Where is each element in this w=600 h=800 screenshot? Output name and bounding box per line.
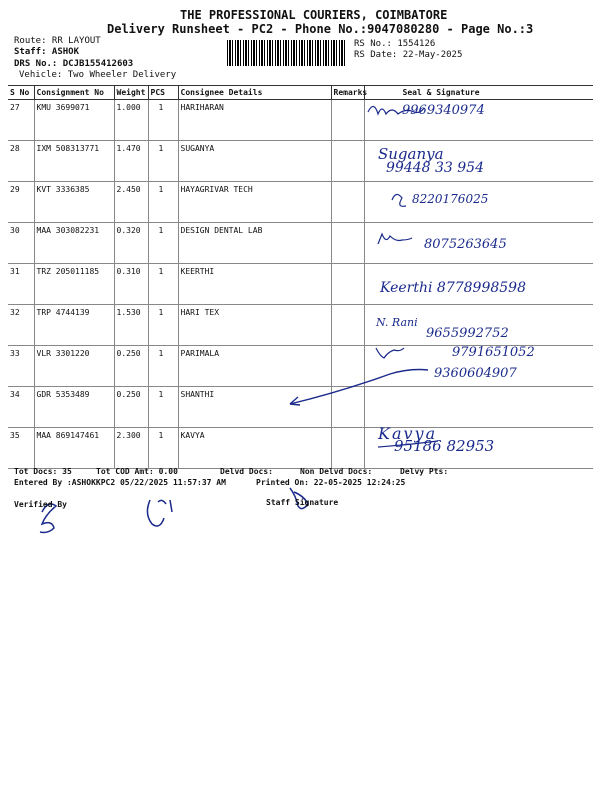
- drs-number: DRS No.: DCJB155412603: [14, 59, 134, 69]
- cell-sno: 33: [8, 346, 34, 387]
- cell-pcs: 1: [148, 346, 178, 387]
- cell-consignment: GDR 5353489: [34, 387, 114, 428]
- cell-weight: 1.000: [114, 100, 148, 141]
- handwritten-note: 9791651052: [452, 345, 535, 360]
- cell-weight: 1.530: [114, 305, 148, 346]
- cell-weight: 2.450: [114, 182, 148, 223]
- signature-scribble: [376, 348, 404, 358]
- delivery-points: Delvy Pts:: [400, 467, 449, 476]
- cell-consignment: KVT 3336385: [34, 182, 114, 223]
- company-name: THE PROFESSIONAL COURIERS, COIMBATORE: [180, 8, 448, 22]
- cell-pcs: 1: [148, 305, 178, 346]
- arrow-head-icon: [290, 397, 300, 405]
- cell-sno: 29: [8, 182, 34, 223]
- handwritten-note: N. Rani: [376, 316, 418, 329]
- footer-signature: [147, 500, 172, 526]
- handwritten-note: Keerthi 8778998598: [380, 280, 526, 296]
- staff-signature-label: Staff Signature: [266, 498, 339, 507]
- col-consignment: Consignment No: [34, 86, 114, 100]
- cell-consignee: HARI TEX: [178, 305, 331, 346]
- total-cod-amount: Tot COD Amt: 0.00: [96, 467, 178, 476]
- cell-sno: 32: [8, 305, 34, 346]
- verified-by-label: Verified By: [14, 500, 67, 509]
- runsheet-title: Delivery Runsheet - PC2 - Phone No.:9047080280 - Page No.:3: [107, 22, 534, 36]
- cell-pcs: 1: [148, 264, 178, 305]
- cell-consignment: KMU 3699071: [34, 100, 114, 141]
- cell-weight: 0.320: [114, 223, 148, 264]
- vehicle-label: Vehicle: Two Wheeler Delivery: [19, 70, 177, 80]
- arrow-stroke: [290, 370, 428, 405]
- cell-sno: 31: [8, 264, 34, 305]
- cell-consignee: HAYAGRIVAR TECH: [178, 182, 331, 223]
- cell-consignee: KAVYA: [178, 428, 331, 469]
- handwritten-note: 8075263645: [424, 237, 507, 252]
- cell-sno: 28: [8, 141, 34, 182]
- cell-weight: 0.250: [114, 387, 148, 428]
- handwritten-note: 9360604907: [434, 366, 517, 381]
- staff-label: Staff: ASHOK: [14, 47, 80, 57]
- rs-date: RS Date: 22-May-2025: [354, 50, 463, 60]
- col-weight: Weight: [114, 86, 148, 100]
- cell-pcs: 1: [148, 182, 178, 223]
- handwritten-note: Kavya: [378, 424, 438, 443]
- cell-consignee: HARIHARAN: [178, 100, 331, 141]
- delivered-docs: Delvd Docs:: [220, 467, 273, 476]
- col-signature: Seal & Signature: [364, 86, 593, 100]
- cell-weight: 2.300: [114, 428, 148, 469]
- cell-weight: 0.250: [114, 346, 148, 387]
- cell-consignment: MAA 869147461: [34, 428, 114, 469]
- cell-weight: 1.470: [114, 141, 148, 182]
- cell-consignee: KEERTHI: [178, 264, 331, 305]
- signature-scribble: [378, 234, 412, 244]
- handwritten-note: 95186 82953: [394, 437, 495, 455]
- cell-sno: 34: [8, 387, 34, 428]
- route-label: Route: RR LAYOUT: [14, 36, 101, 46]
- handwritten-note: 8220176025: [412, 192, 489, 206]
- cell-consignment: TRZ 205011185: [34, 264, 114, 305]
- cell-sno: 35: [8, 428, 34, 469]
- handwritten-note: Suganya: [378, 145, 444, 163]
- signature-scribble: [392, 194, 406, 206]
- cell-consignment: TRP 4744139: [34, 305, 114, 346]
- cell-pcs: 1: [148, 387, 178, 428]
- col-remarks: Remarks: [331, 86, 364, 100]
- cell-consignment: IXM 508313771: [34, 141, 114, 182]
- total-docs: Tot Docs: 35: [14, 467, 72, 476]
- cell-consignment: MAA 303082231: [34, 223, 114, 264]
- handwritten-note: 99448 33 954: [386, 160, 484, 176]
- cell-consignee: SUGANYA: [178, 141, 331, 182]
- cell-pcs: 1: [148, 428, 178, 469]
- rs-number: RS No.: 1554126: [354, 39, 436, 49]
- non-delivered-docs: Non Delvd Docs:: [300, 467, 373, 476]
- cell-consignee: PARIMALA: [178, 346, 331, 387]
- cell-weight: 0.310: [114, 264, 148, 305]
- col-pcs: PCS: [148, 86, 178, 100]
- handwritten-note: 9969340974: [402, 103, 485, 118]
- handwritten-note: 9655992752: [426, 326, 509, 341]
- col-sno: S No: [8, 86, 34, 100]
- cell-pcs: 1: [148, 100, 178, 141]
- printed-on: Printed On: 22-05-2025 12:24:25: [256, 478, 406, 487]
- cell-sno: 30: [8, 223, 34, 264]
- cell-pcs: 1: [148, 223, 178, 264]
- cell-sno: 27: [8, 100, 34, 141]
- cell-consignment: VLR 3301220: [34, 346, 114, 387]
- col-consignee: Consignee Details: [178, 86, 331, 100]
- cell-consignee: DESIGN DENTAL LAB: [178, 223, 331, 264]
- entered-by: Entered By :ASHOKKPC2 05/22/2025 11:57:37 AM: [14, 478, 226, 487]
- cell-consignee: SHANTHI: [178, 387, 331, 428]
- cell-pcs: 1: [148, 141, 178, 182]
